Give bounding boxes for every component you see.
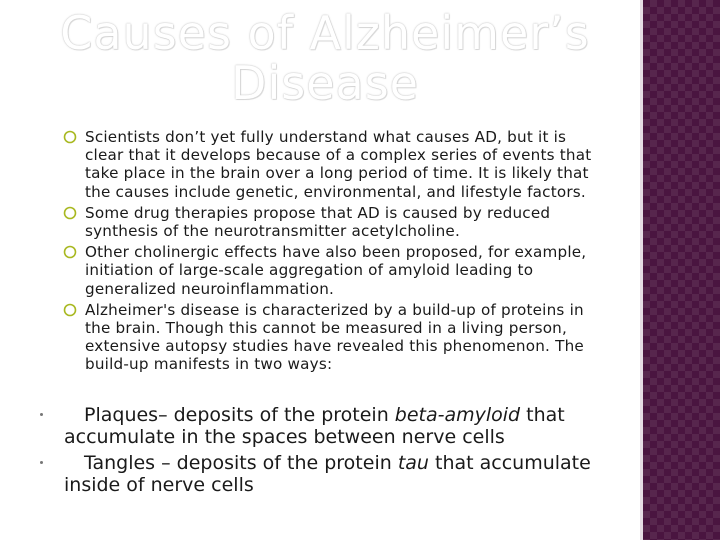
bullet-item	[62, 243, 602, 298]
bullet-item	[62, 204, 602, 240]
dot-bullet-icon	[40, 413, 43, 416]
sub-bullet-list	[40, 404, 600, 500]
circle-bullet-icon	[62, 205, 78, 221]
bullet-text: Some drug therapies propose that AD is caused by reduced synthesis of the neurotransmitter acetylcholine.	[85, 203, 551, 241]
sub-bullet-italic: beta-amyloid	[394, 404, 521, 426]
circle-bullet-icon	[62, 129, 78, 145]
sub-bullet-italic: tau	[397, 452, 429, 474]
bullet-item	[62, 128, 602, 201]
sub-bullet-term: Plaques	[84, 404, 159, 426]
bullet-list	[62, 128, 602, 377]
dot-bullet-icon	[40, 461, 43, 464]
sub-bullet-text: that accumulate in the spaces between nerve cells	[64, 404, 565, 448]
sub-bullet-text: – deposits of the protein	[158, 404, 395, 426]
circle-bullet-icon	[62, 302, 78, 318]
decorative-sidebar	[643, 0, 720, 540]
sub-bullet-term: Tangles	[84, 452, 156, 474]
slide-title: Causes of Alzheimer’s Disease	[60, 6, 590, 110]
bullet-item	[62, 301, 602, 374]
sub-bullet-item	[40, 452, 600, 496]
sub-bullet-text: – deposits of the protein	[155, 452, 398, 474]
sub-bullet-text: that accumulate inside of nerve cells	[64, 452, 591, 496]
bullet-text: Scientists don’t yet fully understand what causes AD, but it is clear that it develops because of a complex series of events that take place in the brain over a long period of time. It is likely that the causes include genetic, environmental, and lifestyle factors.	[85, 128, 592, 201]
bullet-text: Other cholinergic effects have also been proposed, for example, initiation of large-scale aggregation of amyloid leading to generalized neuroinflammation.	[85, 243, 587, 298]
circle-bullet-icon	[62, 244, 78, 260]
sub-bullet-item	[40, 404, 600, 448]
bullet-text: Alzheimer's disease is characterized by a build-up of proteins in the brain. Though this cannot be measured in a living person, extensive autopsy studies have revealed this phenomenon. The build-up manifests in two ways:	[85, 300, 584, 374]
